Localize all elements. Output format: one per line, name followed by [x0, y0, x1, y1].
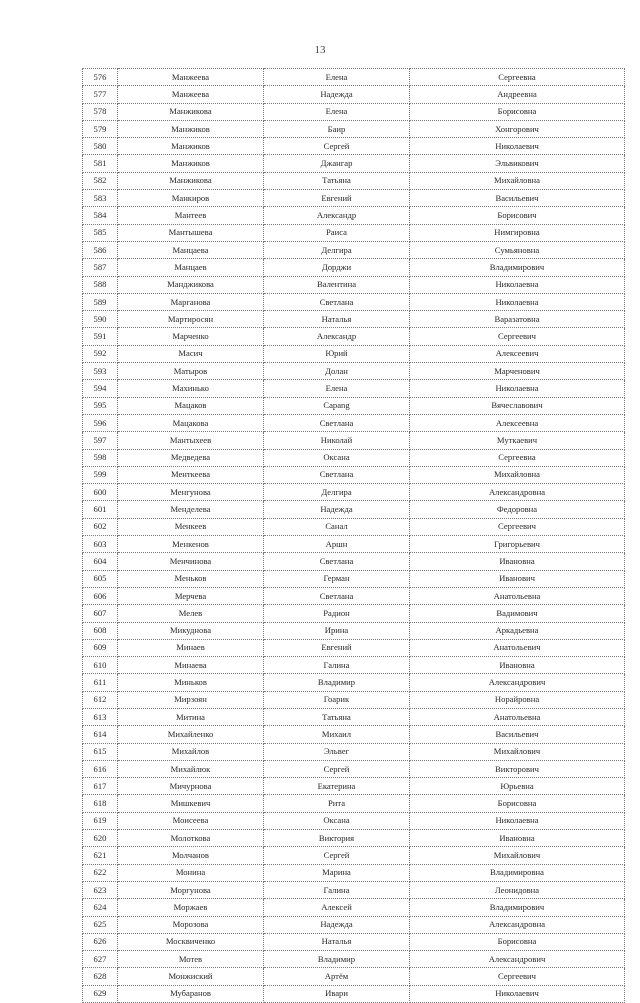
- row-number-cell: 613: [83, 708, 118, 725]
- patronymic-cell: Норайровна: [410, 691, 625, 708]
- first-name-cell: Долан: [264, 363, 410, 380]
- table-row: [83, 518, 625, 535]
- table-row: [83, 155, 625, 172]
- table-row: [83, 605, 625, 622]
- table-row: [83, 674, 625, 691]
- first-name-cell: Ирина: [264, 622, 410, 639]
- patronymic-cell: Федоровна: [410, 501, 625, 518]
- patronymic-cell: Вячеславович: [410, 397, 625, 414]
- first-name-cell: Виктория: [264, 830, 410, 847]
- patronymic-cell: Алексеевич: [410, 345, 625, 362]
- last-name-cell: Михайленко: [118, 726, 264, 743]
- row-number-cell: 583: [83, 190, 118, 207]
- first-name-cell: Михаил: [264, 726, 410, 743]
- table-row: [83, 864, 625, 881]
- row-number-cell: 604: [83, 553, 118, 570]
- table-row: [83, 985, 625, 1002]
- first-name-cell: Светлана: [264, 466, 410, 483]
- patronymic-cell: Ивановна: [410, 657, 625, 674]
- table-row: [83, 622, 625, 639]
- row-number-cell: 585: [83, 224, 118, 241]
- table-row: [83, 657, 625, 674]
- last-name-cell: Менчинова: [118, 553, 264, 570]
- last-name-cell: Мубаранов: [118, 985, 264, 1002]
- last-name-cell: Медведева: [118, 449, 264, 466]
- patronymic-cell: Владимирович: [410, 259, 625, 276]
- patronymic-cell: Владимирович: [410, 899, 625, 916]
- first-name-cell: Оксана: [264, 449, 410, 466]
- row-number-cell: 593: [83, 363, 118, 380]
- first-name-cell: Марина: [264, 864, 410, 881]
- table-row: [83, 743, 625, 760]
- table-row: [83, 726, 625, 743]
- first-name-cell: Татьяна: [264, 708, 410, 725]
- row-number-cell: 615: [83, 743, 118, 760]
- first-name-cell: Татьяна: [264, 172, 410, 189]
- last-name-cell: Манжиков: [118, 120, 264, 137]
- patronymic-cell: Эльвикович: [410, 155, 625, 172]
- patronymic-cell: Марченович: [410, 363, 625, 380]
- row-number-cell: 588: [83, 276, 118, 293]
- table-row: [83, 432, 625, 449]
- first-name-cell: Александр: [264, 207, 410, 224]
- last-name-cell: Михайлюк: [118, 760, 264, 777]
- patronymic-cell: Григорьевич: [410, 536, 625, 553]
- last-name-cell: Мантеев: [118, 207, 264, 224]
- table-row: [83, 691, 625, 708]
- patronymic-cell: Борисовна: [410, 933, 625, 950]
- patronymic-cell: Викторович: [410, 760, 625, 777]
- row-number-cell: 620: [83, 830, 118, 847]
- patronymic-cell: Александрович: [410, 674, 625, 691]
- last-name-cell: Михайлов: [118, 743, 264, 760]
- last-name-cell: Микуднова: [118, 622, 264, 639]
- first-name-cell: Герман: [264, 570, 410, 587]
- patronymic-cell: Сергеевич: [410, 968, 625, 985]
- last-name-cell: Мирзоян: [118, 691, 264, 708]
- row-number-cell: 629: [83, 985, 118, 1002]
- patronymic-cell: Ивановна: [410, 553, 625, 570]
- last-name-cell: Мантышева: [118, 224, 264, 241]
- patronymic-cell: Михайлович: [410, 743, 625, 760]
- row-number-cell: 581: [83, 155, 118, 172]
- row-number-cell: 626: [83, 933, 118, 950]
- last-name-cell: Манжикова: [118, 172, 264, 189]
- row-number-cell: 625: [83, 916, 118, 933]
- patronymic-cell: Александровна: [410, 916, 625, 933]
- patronymic-cell: Андреевна: [410, 86, 625, 103]
- last-name-cell: Манжиков: [118, 155, 264, 172]
- table-row: [83, 536, 625, 553]
- patronymic-cell: Ивановна: [410, 830, 625, 847]
- row-number-cell: 628: [83, 968, 118, 985]
- patronymic-cell: Михайловна: [410, 466, 625, 483]
- table-row: [83, 553, 625, 570]
- last-name-cell: Монжиский: [118, 968, 264, 985]
- row-number-cell: 576: [83, 69, 118, 86]
- table-row: [83, 484, 625, 501]
- patronymic-cell: Юрьевна: [410, 778, 625, 795]
- last-name-cell: Махинько: [118, 380, 264, 397]
- last-name-cell: Менкенов: [118, 536, 264, 553]
- first-name-cell: Евгений: [264, 639, 410, 656]
- patronymic-cell: Хонгорович: [410, 120, 625, 137]
- last-name-cell: Меньков: [118, 570, 264, 587]
- last-name-cell: Марганова: [118, 293, 264, 310]
- first-name-cell: Надежда: [264, 501, 410, 518]
- row-number-cell: 584: [83, 207, 118, 224]
- last-name-cell: Монина: [118, 864, 264, 881]
- first-name-cell: Елена: [264, 380, 410, 397]
- last-name-cell: Мартиросян: [118, 311, 264, 328]
- row-number-cell: 621: [83, 847, 118, 864]
- patronymic-cell: Николаевич: [410, 985, 625, 1002]
- patronymic-cell: Анатольевна: [410, 708, 625, 725]
- row-number-cell: 616: [83, 760, 118, 777]
- last-name-cell: Менгунова: [118, 484, 264, 501]
- first-name-cell: Сарang: [264, 397, 410, 414]
- last-name-cell: Минаев: [118, 639, 264, 656]
- table-row: [83, 570, 625, 587]
- last-name-cell: Манжеева: [118, 86, 264, 103]
- row-number-cell: 591: [83, 328, 118, 345]
- first-name-cell: Светлана: [264, 293, 410, 310]
- table-row: [83, 190, 625, 207]
- row-number-cell: 582: [83, 172, 118, 189]
- first-name-cell: Оксана: [264, 812, 410, 829]
- table-row: [83, 812, 625, 829]
- first-name-cell: Радион: [264, 605, 410, 622]
- table-row: [83, 241, 625, 258]
- patronymic-cell: Николаевич: [410, 138, 625, 155]
- last-name-cell: Манцаева: [118, 241, 264, 258]
- table-row: [83, 120, 625, 137]
- first-name-cell: Санал: [264, 518, 410, 535]
- first-name-cell: Николай: [264, 432, 410, 449]
- last-name-cell: Манжеева: [118, 69, 264, 86]
- first-name-cell: Аршн: [264, 536, 410, 553]
- table-row: [83, 103, 625, 120]
- row-number-cell: 577: [83, 86, 118, 103]
- row-number-cell: 596: [83, 414, 118, 431]
- last-name-cell: Москвиченко: [118, 933, 264, 950]
- last-name-cell: Мацакова: [118, 414, 264, 431]
- table-row: [83, 899, 625, 916]
- patronymic-cell: Николаевна: [410, 812, 625, 829]
- row-number-cell: 608: [83, 622, 118, 639]
- first-name-cell: Баир: [264, 120, 410, 137]
- row-number-cell: 599: [83, 466, 118, 483]
- table-row: [83, 466, 625, 483]
- row-number-cell: 612: [83, 691, 118, 708]
- first-name-cell: Эльвег: [264, 743, 410, 760]
- first-name-cell: Светлана: [264, 553, 410, 570]
- row-number-cell: 607: [83, 605, 118, 622]
- last-name-cell: Мацаков: [118, 397, 264, 414]
- row-number-cell: 594: [83, 380, 118, 397]
- patronymic-cell: Борисович: [410, 207, 625, 224]
- first-name-cell: Сергей: [264, 847, 410, 864]
- row-number-cell: 614: [83, 726, 118, 743]
- first-name-cell: Светлана: [264, 587, 410, 604]
- last-name-cell: Менделева: [118, 501, 264, 518]
- row-number-cell: 592: [83, 345, 118, 362]
- first-name-cell: Екатерина: [264, 778, 410, 795]
- table-row: [83, 760, 625, 777]
- table-row: [83, 380, 625, 397]
- row-number-cell: 610: [83, 657, 118, 674]
- last-name-cell: Мотев: [118, 951, 264, 968]
- first-name-cell: Гоарик: [264, 691, 410, 708]
- first-name-cell: Валентина: [264, 276, 410, 293]
- last-name-cell: Морозова: [118, 916, 264, 933]
- last-name-cell: Масич: [118, 345, 264, 362]
- row-number-cell: 598: [83, 449, 118, 466]
- row-number-cell: 578: [83, 103, 118, 120]
- table-row: [83, 172, 625, 189]
- row-number-cell: 580: [83, 138, 118, 155]
- patronymic-cell: Аркадьевна: [410, 622, 625, 639]
- table-row: [83, 86, 625, 103]
- last-name-cell: Менткеева: [118, 466, 264, 483]
- first-name-cell: Александр: [264, 328, 410, 345]
- first-name-cell: Галина: [264, 657, 410, 674]
- patronymic-cell: Вадимович: [410, 605, 625, 622]
- last-name-cell: Мантыхеев: [118, 432, 264, 449]
- last-name-cell: Молоткова: [118, 830, 264, 847]
- first-name-cell: Светлана: [264, 414, 410, 431]
- table-row: [83, 259, 625, 276]
- row-number-cell: 606: [83, 587, 118, 604]
- last-name-cell: Манджикова: [118, 276, 264, 293]
- row-number-cell: 586: [83, 241, 118, 258]
- table-row: [83, 276, 625, 293]
- row-number-cell: 579: [83, 120, 118, 137]
- table-row: [83, 830, 625, 847]
- last-name-cell: Манкиров: [118, 190, 264, 207]
- first-name-cell: Надежда: [264, 86, 410, 103]
- table-row: [83, 449, 625, 466]
- last-name-cell: Минаева: [118, 657, 264, 674]
- first-name-cell: Дорджи: [264, 259, 410, 276]
- patronymic-cell: Анатольевна: [410, 587, 625, 604]
- first-name-cell: Галина: [264, 881, 410, 898]
- patronymic-cell: Сергеевич: [410, 328, 625, 345]
- table-row: [83, 138, 625, 155]
- table-row: [83, 363, 625, 380]
- first-name-cell: Владимир: [264, 951, 410, 968]
- last-name-cell: Манжикова: [118, 103, 264, 120]
- patronymic-cell: Варазатовна: [410, 311, 625, 328]
- table-row: [83, 328, 625, 345]
- last-name-cell: Моржаев: [118, 899, 264, 916]
- row-number-cell: 619: [83, 812, 118, 829]
- last-name-cell: Мерчева: [118, 587, 264, 604]
- patronymic-cell: Николаевна: [410, 276, 625, 293]
- first-name-cell: Алексей: [264, 899, 410, 916]
- patronymic-cell: Леонидовна: [410, 881, 625, 898]
- row-number-cell: 602: [83, 518, 118, 535]
- row-number-cell: 589: [83, 293, 118, 310]
- table-row: [83, 778, 625, 795]
- row-number-cell: 605: [83, 570, 118, 587]
- first-name-cell: Наталья: [264, 933, 410, 950]
- row-number-cell: 609: [83, 639, 118, 656]
- patronymic-cell: Николаевна: [410, 380, 625, 397]
- table-row: [83, 847, 625, 864]
- table-row: [83, 795, 625, 812]
- last-name-cell: Марченко: [118, 328, 264, 345]
- patronymic-cell: Александровна: [410, 484, 625, 501]
- roster-table: [82, 68, 625, 1003]
- first-name-cell: Раиса: [264, 224, 410, 241]
- table-row: [83, 968, 625, 985]
- patronymic-cell: Александрович: [410, 951, 625, 968]
- first-name-cell: Владимир: [264, 674, 410, 691]
- last-name-cell: Миньков: [118, 674, 264, 691]
- table-row: [83, 69, 625, 86]
- first-name-cell: Ивари: [264, 985, 410, 1002]
- table-row: [83, 207, 625, 224]
- first-name-cell: Елена: [264, 69, 410, 86]
- last-name-cell: Мелев: [118, 605, 264, 622]
- table-row: [83, 916, 625, 933]
- patronymic-cell: Сергеевич: [410, 518, 625, 535]
- patronymic-cell: Владимировна: [410, 864, 625, 881]
- last-name-cell: Моисеева: [118, 812, 264, 829]
- patronymic-cell: Николаевна: [410, 293, 625, 310]
- row-number-cell: 627: [83, 951, 118, 968]
- first-name-cell: Делгира: [264, 241, 410, 258]
- row-number-cell: 622: [83, 864, 118, 881]
- patronymic-cell: Муткаевич: [410, 432, 625, 449]
- patronymic-cell: Борисовна: [410, 103, 625, 120]
- last-name-cell: Митина: [118, 708, 264, 725]
- last-name-cell: Манцаев: [118, 259, 264, 276]
- first-name-cell: Сергей: [264, 760, 410, 777]
- patronymic-cell: Анатольевич: [410, 639, 625, 656]
- patronymic-cell: Васильевич: [410, 726, 625, 743]
- last-name-cell: Менкеев: [118, 518, 264, 535]
- page-number: 13: [314, 44, 326, 56]
- patronymic-cell: Михайловна: [410, 172, 625, 189]
- last-name-cell: Мичурнова: [118, 778, 264, 795]
- table-row: [83, 293, 625, 310]
- first-name-cell: Рита: [264, 795, 410, 812]
- last-name-cell: Матыров: [118, 363, 264, 380]
- table-row: [83, 933, 625, 950]
- table-row: [83, 311, 625, 328]
- table-row: [83, 397, 625, 414]
- first-name-cell: Делгира: [264, 484, 410, 501]
- row-number-cell: 600: [83, 484, 118, 501]
- row-number-cell: 595: [83, 397, 118, 414]
- row-number-cell: 624: [83, 899, 118, 916]
- last-name-cell: Мишкевич: [118, 795, 264, 812]
- row-number-cell: 601: [83, 501, 118, 518]
- patronymic-cell: Сергеевна: [410, 69, 625, 86]
- patronymic-cell: Нимгировна: [410, 224, 625, 241]
- first-name-cell: Юрий: [264, 345, 410, 362]
- row-number-cell: 587: [83, 259, 118, 276]
- table-row: [83, 414, 625, 431]
- row-number-cell: 597: [83, 432, 118, 449]
- first-name-cell: Надежда: [264, 916, 410, 933]
- patronymic-cell: Михайлович: [410, 847, 625, 864]
- first-name-cell: Наталья: [264, 311, 410, 328]
- table-row: [83, 708, 625, 725]
- row-number-cell: 617: [83, 778, 118, 795]
- row-number-cell: 590: [83, 311, 118, 328]
- first-name-cell: Сергей: [264, 138, 410, 155]
- roster-table-body: [83, 69, 625, 1003]
- row-number-cell: 618: [83, 795, 118, 812]
- patronymic-cell: Борисовна: [410, 795, 625, 812]
- row-number-cell: 611: [83, 674, 118, 691]
- first-name-cell: Евгений: [264, 190, 410, 207]
- last-name-cell: Молчанов: [118, 847, 264, 864]
- patronymic-cell: Сумьяновна: [410, 241, 625, 258]
- row-number-cell: 603: [83, 536, 118, 553]
- patronymic-cell: Сергеевна: [410, 449, 625, 466]
- table-row: [83, 881, 625, 898]
- table-row: [83, 587, 625, 604]
- first-name-cell: Артём: [264, 968, 410, 985]
- last-name-cell: Моргунова: [118, 881, 264, 898]
- table-row: [83, 501, 625, 518]
- first-name-cell: Елена: [264, 103, 410, 120]
- table-row: [83, 639, 625, 656]
- table-row: [83, 951, 625, 968]
- first-name-cell: Джангар: [264, 155, 410, 172]
- table-row: [83, 345, 625, 362]
- row-number-cell: 623: [83, 881, 118, 898]
- last-name-cell: Манжиков: [118, 138, 264, 155]
- table-row: [83, 224, 625, 241]
- patronymic-cell: Иванович: [410, 570, 625, 587]
- patronymic-cell: Васильевич: [410, 190, 625, 207]
- patronymic-cell: Алексеевна: [410, 414, 625, 431]
